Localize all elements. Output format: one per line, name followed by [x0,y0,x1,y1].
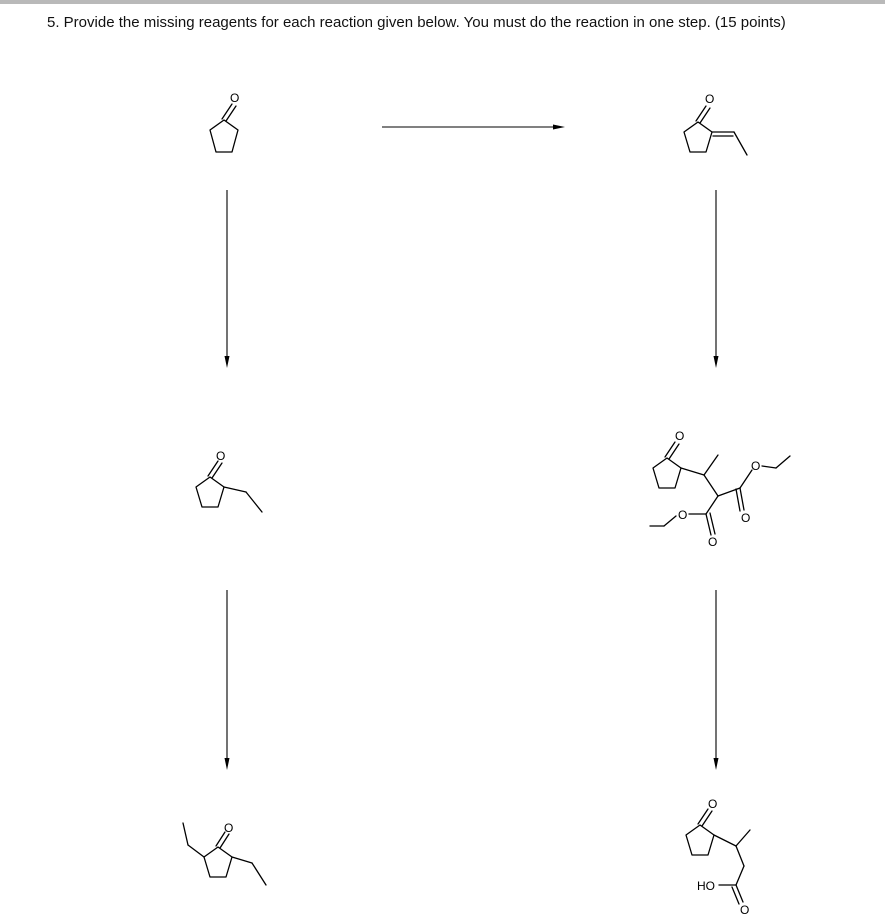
atom-label-oxygen: O [740,903,750,917]
atom-label-oxygen: O [675,429,685,443]
atom-label-oxygen: O [708,535,718,549]
reaction-arrow-4 [225,590,230,770]
atom-label-oxygen: O [741,511,751,525]
molecule-cyclopentanone [210,91,239,152]
atom-label-hydroxyl: HO [697,879,715,893]
molecule-ethyl-cyclopentanone [196,449,262,512]
atom-label-oxygen: O [678,508,688,522]
molecule-malonate-adduct [650,429,790,549]
reaction-arrow-3 [714,190,719,368]
reaction-arrow-2 [225,190,230,368]
reaction-arrow-5 [714,590,719,770]
molecule-ethylidene-cyclopentanone [684,92,747,155]
molecule-diethyl-cyclopentanone [183,821,266,885]
reaction-arrow-1 [382,125,565,130]
atom-label-oxygen: O [708,797,718,811]
atom-label-oxygen: O [751,459,761,473]
atom-label-oxygen: O [216,449,226,463]
atom-label-oxygen: O [224,821,234,835]
atom-label-oxygen: O [230,91,240,105]
molecule-keto-acid [686,797,750,917]
question-text: 5. Provide the missing reagents for each reaction given below. You must do the reaction in one step. (15 points) [47,14,786,31]
atom-label-oxygen: O [705,92,715,106]
